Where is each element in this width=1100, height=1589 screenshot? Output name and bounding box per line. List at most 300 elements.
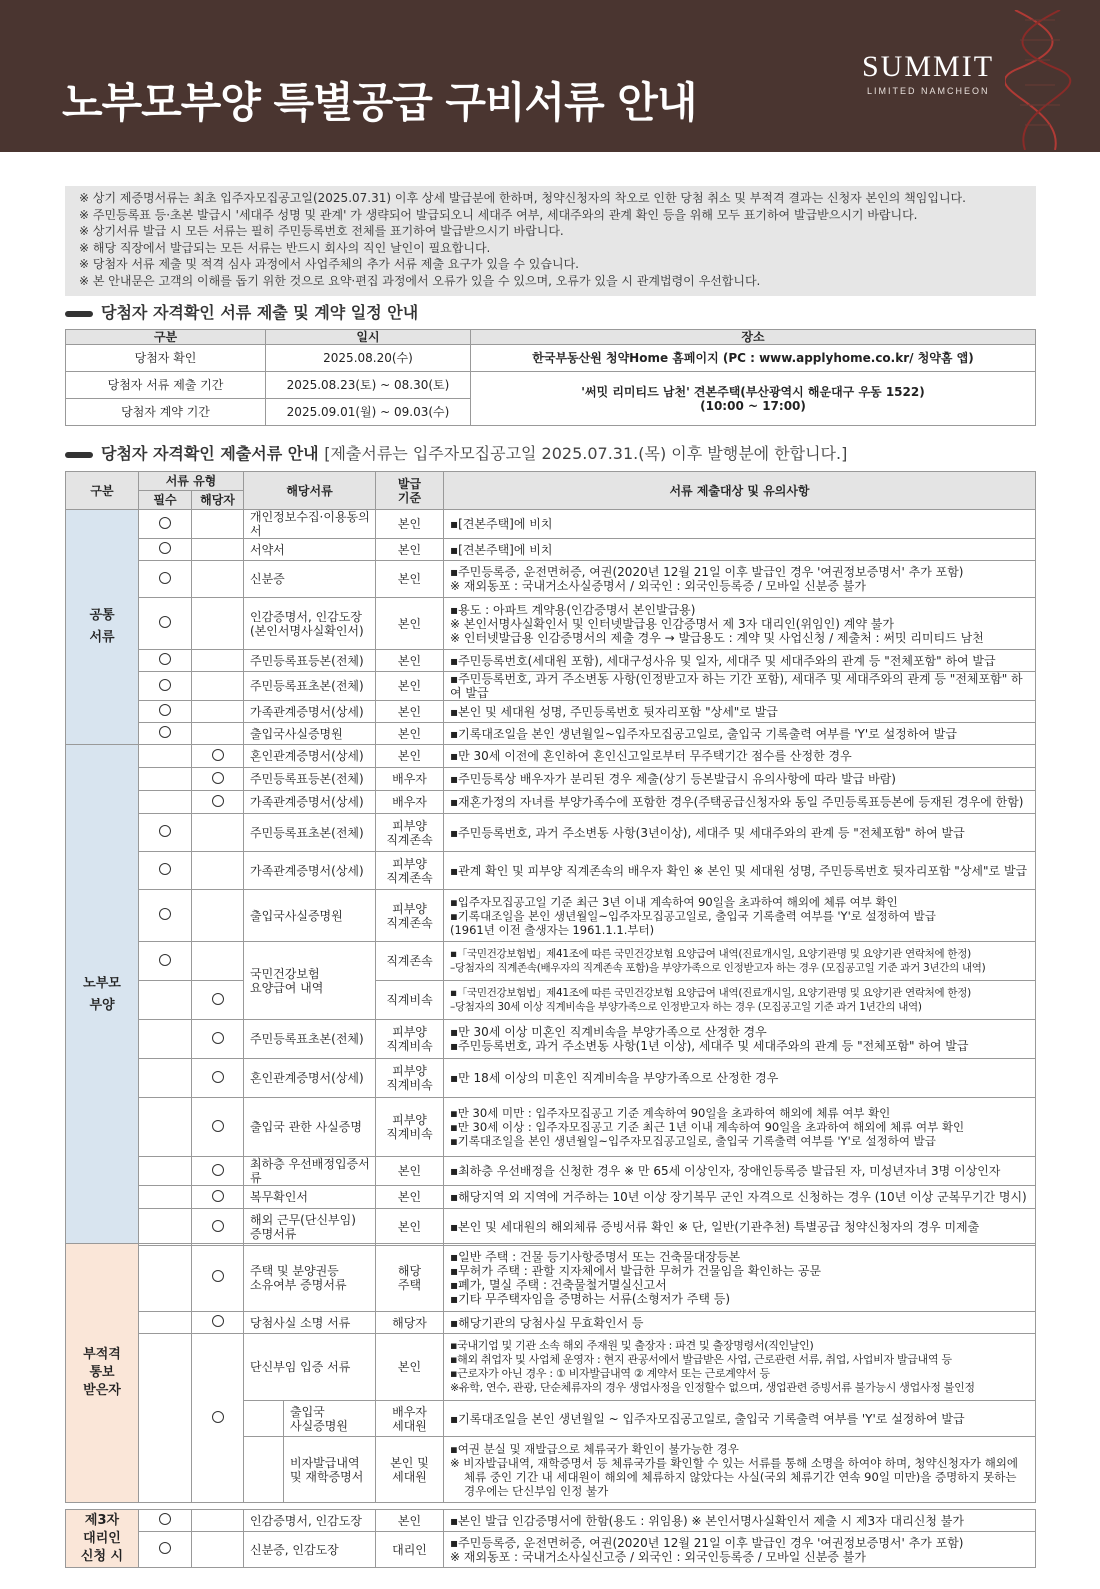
page-header bbox=[0, 0, 1100, 152]
table-cell: 해당자 bbox=[192, 491, 244, 510]
required-circle-icon bbox=[159, 517, 171, 529]
text-label: 피부양 bbox=[392, 856, 427, 871]
table-cell: 당첨사실 소명 서류 bbox=[244, 1312, 376, 1334]
table-cell bbox=[444, 1532, 1036, 1568]
required-circle-icon bbox=[212, 1190, 224, 1202]
table-cell: ▪주민등록상 배우자가 분리된 경우 제출(상기 등본발급시 유의사항에 따라 발급 바람) bbox=[444, 768, 1036, 791]
table-cell: 배우자 bbox=[376, 791, 444, 814]
text-label: 신청 시 bbox=[80, 1548, 124, 1564]
table-cell: ▪최하층 우선배정을 신청한 경우 ※ 만 65세 이상인자, 장애인등록증 발급된 자, 미성년자녀 3명 이상인자 bbox=[444, 1157, 1036, 1186]
text-label: 피부양 bbox=[392, 1064, 427, 1078]
table-row bbox=[66, 1098, 1036, 1157]
table-row bbox=[66, 1059, 1036, 1098]
table-cell: 본인 bbox=[376, 598, 444, 650]
text-label: 해외 근무(단신부임) bbox=[250, 1213, 356, 1227]
brand-logo: SUMMIT bbox=[862, 50, 995, 83]
text-label: 공통 bbox=[89, 608, 115, 623]
table-cell: 대리인 bbox=[376, 1532, 444, 1568]
table-cell: 장소 bbox=[471, 330, 1036, 345]
text-label: (1961년 이전 출생자는 1961.1.1.부터) bbox=[450, 922, 655, 937]
table-cell: ▪[견본주택]에 비치 bbox=[444, 510, 1036, 539]
text-label: [제출서류는 입주자모집공고일 2025.07.31.(목) 이후 발행분에 한합니다.] bbox=[324, 444, 848, 463]
text-label: ▪입주자모집공고일 기준 최근 3년 이내 계속하여 90일을 초과하여 해외에 체류 여부 확인 bbox=[450, 894, 898, 909]
text-label: 인감증명서, 인감도장 bbox=[250, 609, 362, 624]
table-row bbox=[66, 768, 1036, 791]
table-cell bbox=[139, 650, 192, 672]
table-cell bbox=[376, 890, 444, 942]
text-label: 통보 bbox=[89, 1365, 115, 1380]
table-cell: 본인 bbox=[376, 672, 444, 701]
table-cell: 가족관계증명서(상세) bbox=[244, 852, 376, 890]
table-row bbox=[66, 598, 1036, 650]
table-cell: 주민등록표등본(전체) bbox=[244, 650, 376, 672]
table-cell bbox=[444, 561, 1036, 598]
required-circle-icon bbox=[212, 1164, 224, 1176]
text-label: ※ 비자발급내역, 재학증명서 등 체류국가를 확인할 수 있는 서류를 통해 소명을 하여야 하며, 청약신청자가 해외에 bbox=[450, 1455, 1019, 1470]
table-cell bbox=[192, 598, 244, 650]
table-cell bbox=[192, 723, 244, 745]
table-cell: ▪기록대조일을 본인 생년월일 ~ 입주자모집공고일로, 출입국 기록출력 여부를 'Y'로 설정하여 발급 bbox=[444, 1401, 1036, 1437]
required-circle-icon bbox=[159, 954, 171, 966]
required-circle-icon bbox=[212, 1120, 224, 1132]
required-circle-icon bbox=[159, 1513, 171, 1525]
table-cell: ▪주민등록번호, 과거 주소변동 사항(인정받고자 하는 기간 포함), 세대주 및 세대주와의 관계 등 "전체포함" 하여 발급 bbox=[444, 672, 1036, 701]
text-label: ▪무허가 주택 : 관할 지자체에서 발급한 무허가 건물임을 확인하는 공문 bbox=[450, 1263, 822, 1278]
table-cell: 인감증명서, 인감도장 bbox=[244, 1510, 376, 1532]
table-cell bbox=[139, 539, 192, 561]
text-label: 요양급여 내역 bbox=[250, 980, 324, 995]
text-label: ▪해외 취업자 및 사업체 운영자 : 현지 관공서에서 발급받은 사업, 근로관련 서류, 취업, 사업비자 발급내역 등 bbox=[450, 1353, 952, 1366]
text-label: ▪국내기업 및 기관 소속 해외 주재원 및 출장자 : 파견 및 출장명령서(직인날인) bbox=[450, 1339, 814, 1352]
text-label: ▪근로자가 아닌 경우 : ① 비자발급내역 ② 계약서 또는 근로계약서 등 bbox=[450, 1367, 770, 1380]
table-cell: 본인 bbox=[376, 701, 444, 723]
text-label: '써밋 리미티드 남천' 견본주택(부산광역시 해운대구 우동 1522) bbox=[581, 384, 925, 399]
table-cell bbox=[192, 768, 244, 791]
text-label: 부양 bbox=[89, 998, 115, 1013]
table-cell bbox=[139, 1312, 192, 1334]
required-circle-icon bbox=[159, 704, 171, 716]
text-label: 노부모 bbox=[83, 976, 121, 991]
text-label: 받은자 bbox=[83, 1383, 121, 1398]
table-row bbox=[66, 723, 1036, 745]
text-label: 경우에는 단신부임 인정 불가 bbox=[464, 1483, 609, 1498]
table-cell: 본인 bbox=[376, 1334, 444, 1401]
text-label: ▪폐가, 멸실 주택 : 건축물철거멸실신고서 bbox=[450, 1277, 667, 1292]
table-cell bbox=[192, 1098, 244, 1157]
table-cell: 직계존속 bbox=[376, 942, 444, 981]
table-cell: ▪기록대조일을 본인 생년월일~입주자모집공고일로, 출입국 기록출력 여부를 'Y'로 설정하여 발급 bbox=[444, 723, 1036, 745]
table-cell: 복무확인서 bbox=[244, 1186, 376, 1209]
text-label: ※ 재외동포 : 국내거소사실증명서 / 외국인 : 외국인등록증 / 모바일 신분증 불가 bbox=[450, 579, 866, 593]
table-row bbox=[66, 1510, 1036, 1532]
required-circle-icon bbox=[212, 1411, 224, 1423]
table-cell bbox=[192, 672, 244, 701]
table-cell bbox=[139, 701, 192, 723]
table-cell bbox=[139, 1209, 192, 1246]
schedule-table bbox=[65, 329, 1036, 426]
table-row bbox=[66, 852, 1036, 890]
table-cell: 당첨자 계약 기간 bbox=[66, 399, 266, 426]
text-label: 직계비속 bbox=[386, 1039, 433, 1053]
table-cell: 혼인관계증명서(상세) bbox=[244, 1059, 376, 1098]
required-circle-icon bbox=[212, 1220, 224, 1232]
table-cell bbox=[139, 1098, 192, 1157]
table-cell bbox=[244, 1437, 284, 1503]
section2-heading bbox=[65, 441, 847, 464]
table-cell bbox=[376, 1437, 444, 1503]
table-cell: 본인 bbox=[376, 1510, 444, 1532]
table-row bbox=[66, 330, 1036, 345]
table-cell bbox=[376, 472, 444, 510]
table-cell bbox=[139, 510, 192, 539]
table-cell: ▪주민등록번호(세대원 포함), 세대구성사유 및 일자, 세대주 및 세대주와의 관계 등 "전체포함" 하여 발급 bbox=[444, 650, 1036, 672]
table-cell bbox=[139, 852, 192, 890]
table-cell: 개인정보수집·이용동의서 bbox=[244, 510, 376, 539]
text-label: –당첨자의 30세 이상 직계비속을 부양가족으로 인정받고자 하는 경우 (모집공고일 기준 과거 1년간의 내역) bbox=[450, 1001, 922, 1013]
table-cell bbox=[192, 701, 244, 723]
table-cell bbox=[244, 942, 376, 1020]
required-circle-icon bbox=[212, 772, 224, 784]
table-cell: 배우자 bbox=[376, 768, 444, 791]
table-cell bbox=[66, 1244, 139, 1503]
table-cell bbox=[444, 1098, 1036, 1157]
table-cell bbox=[444, 598, 1036, 650]
proxy-documents-table bbox=[65, 1509, 1036, 1568]
notice-line: ※ 상기 제증명서류는 최초 입주자모집공고일(2025.07.31) 이후 상세 발급분에 한하며, 청약신청자의 착오로 인한 당첨 취소 및 부적격 결과는 신청자 본인의 책임입니다. bbox=[79, 191, 966, 205]
table-cell: ▪재혼가정의 자녀를 부양가족수에 포함한 경우(주택공급신청자와 동일 주민등록표등본에 등재된 경우에 한함) bbox=[444, 791, 1036, 814]
table-cell bbox=[444, 890, 1036, 942]
notice-line: ※ 당첨자 서류 제출 및 적격 심사 과정에서 사업주체의 추가 서류 제출 요구가 있을 수 있습니다. bbox=[79, 257, 579, 272]
table-cell: 본인 bbox=[376, 1209, 444, 1246]
helix-decoration-icon bbox=[1005, 10, 1075, 150]
table-cell bbox=[376, 1098, 444, 1157]
required-circle-icon bbox=[212, 1315, 224, 1327]
table-cell bbox=[376, 814, 444, 852]
required-circle-icon bbox=[212, 1270, 224, 1282]
table-cell bbox=[66, 1510, 139, 1568]
text-label: 직계비속 bbox=[386, 1078, 433, 1092]
table-cell: 출입국사실증명원 bbox=[244, 890, 376, 942]
table-cell bbox=[139, 768, 192, 791]
required-circle-icon bbox=[212, 749, 224, 761]
text-label: 서류 bbox=[89, 630, 115, 645]
text-label: 당첨자 자격확인 서류 제출 및 계약 일정 안내 bbox=[101, 303, 419, 322]
table-row bbox=[66, 1020, 1036, 1059]
table-cell bbox=[192, 650, 244, 672]
required-circle-icon bbox=[212, 795, 224, 807]
text-label: 해당 bbox=[397, 1263, 422, 1278]
text-label: ※ 재외동포 : 국내거소사실신고증 / 외국인 : 외국인등록증 / 모바일 신분증 불가 bbox=[450, 1549, 866, 1564]
text-label: 증명서류 bbox=[250, 1227, 297, 1241]
table-cell: 신분증, 인감도장 bbox=[244, 1532, 376, 1568]
table-row bbox=[66, 372, 1036, 399]
table-row bbox=[66, 1312, 1036, 1334]
table-row bbox=[66, 672, 1036, 701]
table-cell: 서약서 bbox=[244, 539, 376, 561]
text-label: 직계비속 bbox=[386, 1127, 433, 1141]
section-bar-icon bbox=[65, 452, 93, 458]
table-cell bbox=[376, 1244, 444, 1312]
text-label: 사실증명원 bbox=[290, 1418, 348, 1433]
table-row bbox=[66, 1157, 1036, 1186]
table-cell: 구분 bbox=[66, 472, 139, 510]
required-circle-icon bbox=[212, 993, 224, 1005]
required-circle-icon bbox=[159, 908, 171, 920]
text-label: ▪여권 분실 및 재발급으로 체류국가 확인이 불가능한 경우 bbox=[450, 1441, 739, 1456]
table-cell: 본인 bbox=[376, 650, 444, 672]
text-label: ▪용도 : 아파트 계약용(인감증명서 본인발급용) bbox=[450, 602, 696, 617]
required-circle-icon bbox=[159, 726, 171, 738]
text-label: ▪주민등록번호, 과거 주소변동 사항(1년 이상), 세대주 및 세대주와의 관계 등 "전체포함" 하여 발급 bbox=[450, 1039, 969, 1053]
table-cell bbox=[192, 745, 244, 768]
table-cell: ▪주민등록번호, 과거 주소변동 사항(3년이상), 세대주 및 세대주와의 관계 등 "전체포함" 하여 발급 bbox=[444, 814, 1036, 852]
text-label: 출입국 bbox=[290, 1404, 325, 1419]
table-row bbox=[66, 510, 1036, 539]
table-cell bbox=[139, 598, 192, 650]
table-cell bbox=[444, 1244, 1036, 1312]
table-cell: ▪본인 및 세대원 성명, 주민등록번호 뒷자리포함 "상세"로 발급 bbox=[444, 701, 1036, 723]
table-cell bbox=[192, 1532, 244, 1568]
text-label: ※ 인터넷발급용 인감증명서의 제출 경우 → 발급용도 : 계약 및 사업신청 / 제출처 : 써밋 리미티드 남천 bbox=[450, 630, 984, 645]
table-cell: 당첨자 서류 제출 기간 bbox=[66, 372, 266, 399]
text-label: 대리인 bbox=[83, 1530, 121, 1546]
text-label: 기준 bbox=[397, 490, 422, 505]
table-cell: 출입국 관한 사실증명 bbox=[244, 1098, 376, 1157]
text-label: 부적격 bbox=[83, 1347, 121, 1362]
table-cell bbox=[139, 981, 192, 1020]
text-label: 피부양 bbox=[392, 901, 427, 916]
table-cell bbox=[139, 791, 192, 814]
table-cell: ▪만 18세 이상의 미혼인 직계비속을 부양가족으로 산정한 경우 bbox=[444, 1059, 1036, 1098]
table-cell bbox=[139, 1510, 192, 1532]
table-cell bbox=[139, 1020, 192, 1059]
table-cell: 서류 제출대상 및 유의사항 bbox=[444, 472, 1036, 510]
table-cell bbox=[139, 561, 192, 598]
table-cell bbox=[139, 890, 192, 942]
text-label: ▪기록대조일을 본인 생년월일~입주자모집공고일로, 출입국 기록출력 여부를 'Y'로 설정하여 발급 bbox=[450, 908, 936, 923]
table-cell bbox=[192, 852, 244, 890]
table-cell: 본인 bbox=[376, 723, 444, 745]
table-cell: 구분 bbox=[66, 330, 266, 345]
notice-line: ※ 상기서류 발급 시 모든 서류는 필히 주민등록번호 전체를 표기하여 발급받으시기 바랍니다. bbox=[79, 224, 564, 239]
table-row bbox=[66, 981, 1036, 1020]
table-cell: ▪[견본주택]에 비치 bbox=[444, 539, 1036, 561]
table-cell: 신분증 bbox=[244, 561, 376, 598]
table-row bbox=[66, 1532, 1036, 1568]
table-cell: 가족관계증명서(상세) bbox=[244, 791, 376, 814]
table-cell bbox=[139, 942, 192, 981]
table-cell bbox=[444, 1020, 1036, 1059]
documents-table bbox=[65, 471, 1036, 1246]
table-row bbox=[66, 745, 1036, 768]
table-cell: 직계비속 bbox=[376, 981, 444, 1020]
table-cell bbox=[444, 981, 1036, 1020]
table-cell bbox=[284, 1401, 376, 1437]
table-cell bbox=[192, 981, 244, 1020]
table-cell: 주민등록표초본(전체) bbox=[244, 672, 376, 701]
table-cell bbox=[192, 539, 244, 561]
table-cell bbox=[139, 745, 192, 768]
table-cell: 본인 bbox=[376, 561, 444, 598]
table-row bbox=[66, 561, 1036, 598]
text-label: ▪만 30세 이상 : 입주자모집공고 기준 최근 1년 이내 계속하여 90일을 초과하여 해외에 체류 여부 확인 bbox=[450, 1120, 965, 1134]
table-cell bbox=[192, 814, 244, 852]
table-cell bbox=[192, 1059, 244, 1098]
text-label: 주택 및 분양권등 bbox=[250, 1263, 339, 1278]
required-circle-icon bbox=[159, 679, 171, 691]
required-circle-icon bbox=[159, 616, 171, 628]
notice-line: ※ 해당 직장에서 발급되는 모든 서류는 반드시 회사의 직인 날인이 필요합니다. bbox=[79, 240, 491, 255]
text-label: 주택 bbox=[397, 1277, 422, 1292]
table-cell bbox=[192, 890, 244, 942]
required-circle-icon bbox=[159, 863, 171, 875]
text-label: 피부양 bbox=[392, 818, 427, 833]
table-cell bbox=[139, 672, 192, 701]
text-label: 제3자 bbox=[84, 1512, 120, 1528]
table-cell bbox=[192, 791, 244, 814]
table-row bbox=[66, 650, 1036, 672]
table-cell bbox=[444, 1334, 1036, 1401]
table-cell: 본인 bbox=[376, 745, 444, 768]
text-label: ▪일반 주택 : 건물 등기사항증명서 또는 건축물대장등본 bbox=[450, 1249, 741, 1264]
text-label: ▪기타 무주택자임을 증명하는 서류(소형저가 주택 등) bbox=[450, 1291, 731, 1306]
section-bar-icon bbox=[65, 311, 93, 317]
table-cell bbox=[376, 1401, 444, 1437]
table-cell: 당첨자 확인 bbox=[66, 345, 266, 372]
table-cell: ▪해당기관의 당첨사실 무효확인서 등 bbox=[444, 1312, 1036, 1334]
table-cell bbox=[284, 1437, 376, 1503]
table-cell bbox=[192, 561, 244, 598]
text-label: 소유여부 증명서류 bbox=[250, 1277, 347, 1292]
text-label: ▪만 30세 미만 : 입주자모집공고 기준 계속하여 90일을 초과하여 해외에 체류 여부 확인 bbox=[450, 1106, 891, 1120]
table-cell: 해당서류 bbox=[244, 472, 376, 510]
text-label: 직계존속 bbox=[386, 915, 433, 930]
table-cell: 주민등록표등본(전체) bbox=[244, 768, 376, 791]
text-label: 피부양 bbox=[392, 1025, 427, 1039]
table-cell bbox=[192, 1510, 244, 1532]
table-row bbox=[66, 1244, 1036, 1312]
table-cell: 주민등록표초본(전체) bbox=[244, 1020, 376, 1059]
text-label: 체류 중인 기간 내 세대원이 해외에 체류하지 않았다는 사실(국외 체류기간 연속 90일 미만)을 증명하지 못하는 bbox=[464, 1469, 1017, 1484]
table-cell: 해당자 bbox=[376, 1312, 444, 1334]
text-label: ▪「국민건강보험법」제41조에 따른 국민건강보험 요양급여 내역(진료개시일, 요양기관명 및 요양기관 연락처에 한정) bbox=[450, 948, 971, 960]
table-row bbox=[66, 1209, 1036, 1246]
table-row bbox=[66, 814, 1036, 852]
text-label: 배우자 bbox=[392, 1404, 427, 1419]
table-cell: 본인 bbox=[376, 510, 444, 539]
table-cell: 출입국사실증명원 bbox=[244, 723, 376, 745]
text-label: 국민건강보험 bbox=[250, 966, 320, 981]
text-label: –당첨자의 직계존속(배우자의 직계존속 포함)을 부양가족으로 인정받고자 하는 경우 (모집공고일 기준 과거 3년간의 내역) bbox=[450, 962, 986, 974]
text-label: 당첨자 자격확인 제출서류 안내 bbox=[101, 444, 319, 463]
table-cell bbox=[139, 1186, 192, 1209]
required-circle-icon bbox=[212, 1032, 224, 1044]
table-cell: ▪해당지역 외 지역에 거주하는 10년 이상 장기복무 군인 자격으로 신청하는 경우 (10년 이상 군복무기간 명시) bbox=[444, 1186, 1036, 1209]
table-row bbox=[66, 890, 1036, 942]
text-label: 본인 및 bbox=[390, 1455, 429, 1470]
notice-line: ※ 본 안내문은 고객의 이해를 돕기 위한 것으로 요약·편집 과정에서 오류가 있을 수 있으며, 오류가 있을 시 관계법령이 우선합니다. bbox=[79, 273, 761, 288]
required-circle-icon bbox=[159, 572, 171, 584]
text-label: 직계존속 bbox=[386, 870, 433, 885]
table-cell: 최하층 우선배정입증서류 bbox=[244, 1157, 376, 1186]
section1-heading bbox=[65, 300, 418, 323]
table-cell bbox=[139, 723, 192, 745]
text-label: 비자발급내역 bbox=[290, 1455, 360, 1470]
text-label: ▪주민등록증, 운전면허증, 여권(2020년 12월 21일 이후 발급인 경우 '여권정보증명서' 추가 포함) bbox=[450, 565, 964, 579]
table-cell: 본인 bbox=[376, 1157, 444, 1186]
text-label: ▪기록대조일을 본인 생년월일~입주자모집공고일로, 출입국 기록출력 여부를 'Y'로 설정하여 발급 bbox=[450, 1134, 936, 1148]
table-cell: 혼인관계증명서(상세) bbox=[244, 745, 376, 768]
text-label: 발급 bbox=[397, 476, 422, 491]
table-cell: 필수 bbox=[139, 491, 192, 510]
table-row bbox=[66, 701, 1036, 723]
table-row bbox=[66, 942, 1036, 981]
table-cell: 2025.08.23(토) ~ 08.30(토) bbox=[266, 372, 471, 399]
table-cell bbox=[192, 1209, 244, 1246]
table-cell bbox=[192, 1312, 244, 1334]
table-cell: 한국부동산원 청약Home 홈페이지 (PC : www.applyhome.co.kr/ 청약홈 앱) bbox=[471, 345, 1036, 372]
table-cell: ▪본인 및 세대원의 해외체류 증빙서류 확인 ※ 단, 일반(기관추천) 특별공급 청약신청자의 경우 미제출 bbox=[444, 1209, 1036, 1246]
table-cell bbox=[244, 1244, 376, 1312]
text-label: (10:00 ~ 17:00) bbox=[700, 398, 806, 413]
required-circle-icon bbox=[212, 1071, 224, 1083]
table-cell bbox=[192, 1157, 244, 1186]
table-cell bbox=[376, 1020, 444, 1059]
text-label: ▪만 30세 이상 미혼인 직계비속을 부양가족으로 산정한 경우 bbox=[450, 1025, 767, 1039]
text-label: 세대원 bbox=[392, 1469, 427, 1484]
table-cell bbox=[139, 1157, 192, 1186]
table-cell bbox=[139, 814, 192, 852]
brand-logo-sub: LIMITED NAMCHEON bbox=[867, 86, 990, 96]
table-row bbox=[66, 472, 1036, 491]
table-cell: 서류 유형 bbox=[139, 472, 244, 491]
notice-line: ※ 주민등록표 등·초본 발급시 '세대주 성명 및 관계' 가 생략되어 발급되오니 세대주 여부, 세대주와의 관계 확인 등을 위해 모두 표기하여 발급받으시기 바랍니다. bbox=[79, 207, 918, 222]
text-label: (본인서명사실확인서) bbox=[250, 623, 364, 638]
required-circle-icon bbox=[159, 825, 171, 837]
table-row bbox=[66, 539, 1036, 561]
table-row bbox=[66, 1334, 1036, 1401]
table-cell: ▪만 30세 이전에 혼인하여 혼인신고일로부터 무주택기간 점수를 산정한 경우 bbox=[444, 745, 1036, 768]
table-cell bbox=[139, 1334, 192, 1503]
table-cell bbox=[139, 1059, 192, 1098]
table-cell bbox=[192, 1186, 244, 1209]
text-label: 피부양 bbox=[392, 1113, 427, 1127]
table-cell bbox=[244, 598, 376, 650]
table-cell: ▪본인 발급 인감증명서에 한함(용도 : 위임용) ※ 본인서명사실확인서 제출 시 제3자 대리신청 불가 bbox=[444, 1510, 1036, 1532]
text-label: ※ 본인서명사실확인서 및 인터넷발급용 인감증명서 제 3자 대리인(위임인) 계약 불가 bbox=[450, 616, 894, 631]
table-cell bbox=[471, 372, 1036, 426]
table-cell bbox=[444, 942, 1036, 981]
table-cell: 2025.08.20(수) bbox=[266, 345, 471, 372]
text-label: 직계존속 bbox=[386, 832, 433, 847]
table-cell bbox=[244, 1209, 376, 1246]
table-cell bbox=[139, 1532, 192, 1568]
table-cell bbox=[192, 1334, 244, 1503]
table-cell bbox=[192, 1244, 244, 1312]
table-cell bbox=[376, 1059, 444, 1098]
table-row bbox=[66, 791, 1036, 814]
table-cell bbox=[66, 745, 139, 1246]
table-cell: ▪관계 확인 및 피부양 직계존속의 배우자 확인 ※ 본인 및 세대원 성명, 주민등록번호 뒷자리포함 "상세"로 발급 bbox=[444, 852, 1036, 890]
table-cell bbox=[244, 1401, 284, 1437]
table-cell: 본인 bbox=[376, 539, 444, 561]
table-cell: 가족관계증명서(상세) bbox=[244, 701, 376, 723]
required-circle-icon bbox=[159, 542, 171, 554]
table-cell bbox=[192, 1020, 244, 1059]
ineligible-documents-table bbox=[65, 1243, 1036, 1503]
table-cell: 2025.09.01(월) ~ 09.03(수) bbox=[266, 399, 471, 426]
table-cell: 일시 bbox=[266, 330, 471, 345]
